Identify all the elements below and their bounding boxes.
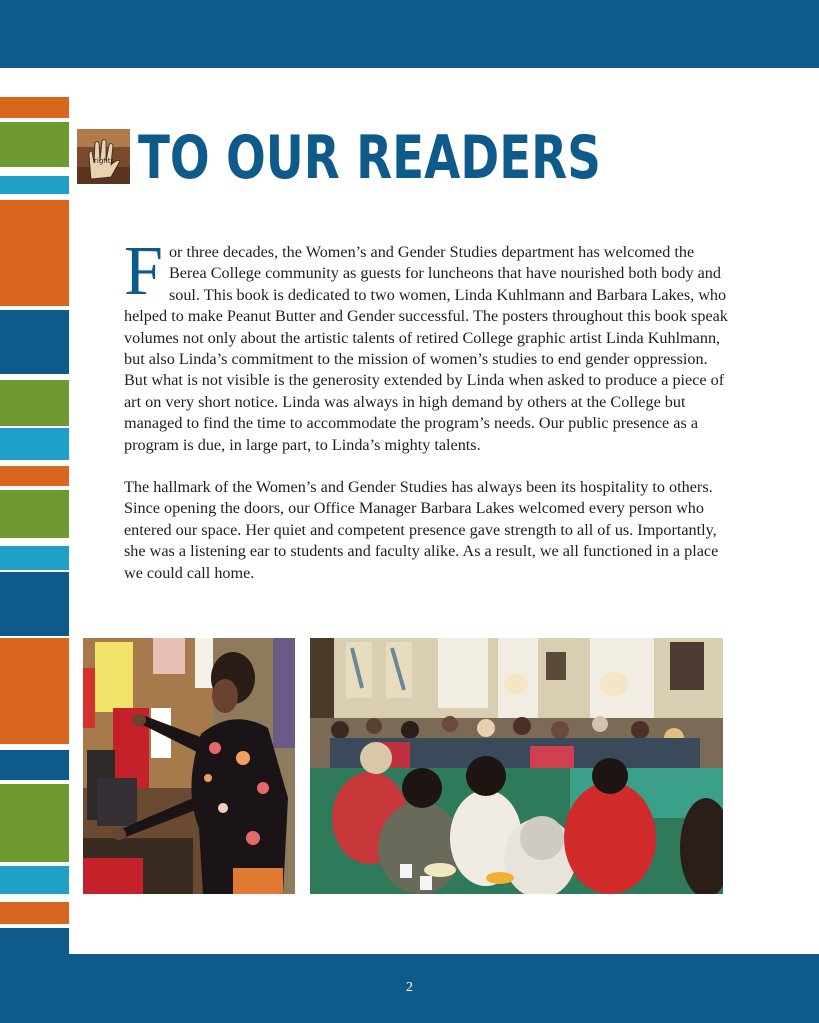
hand-artwork-thumbnail-icon: [77, 129, 130, 184]
top-banner: [0, 0, 819, 68]
paragraph-1: [124, 233, 734, 456]
woman-posting-flyers-photo: [83, 638, 295, 894]
luncheon-gathering-photo: [310, 638, 723, 894]
left-color-stripes: [0, 68, 69, 954]
drop-cap: F: [124, 233, 163, 310]
paragraph-1-text: or three decades, the Women’s and Gender Studies department has welcomed the Berea College community as guests for luncheons that have nourished both body and soul. This book is dedicated to two women, Linda Kuhlmann and Barbara Lakes, who helped to make Peanut Butter and Gender successful. The posters throughout this book speak volumes not only about the artistic talents of retired College graphic artist Linda Kuhlmann, but also Linda’s commitment to the mission of women’s studies to end gender oppression. But what is not visible is the generosity extended by Linda when asked to produce a piece of art on very short notice. Linda was always in high demand by others at the College but managed to find the time to accommodate the program’s needs. Our public presence as a program is due, in large part, to Linda’s mighty talents.: [124, 243, 728, 454]
page-number: 2: [406, 980, 413, 995]
page-title: TO OUR READERS: [138, 123, 601, 193]
body-text: [124, 233, 734, 584]
svg-text:rights: rights: [94, 157, 115, 165]
paragraph-2: The hallmark of the Women’s and Gender Studies has always been its hospitality to others. Since opening the doors, our Office Manager Barbara Lakes welcomed every person who entered our space. Her quiet and competent presence gave strength to all of us. Importantly, she was a listening ear to students and faculty alike. As a result, we all functioned in a place we could call home.: [124, 478, 719, 582]
